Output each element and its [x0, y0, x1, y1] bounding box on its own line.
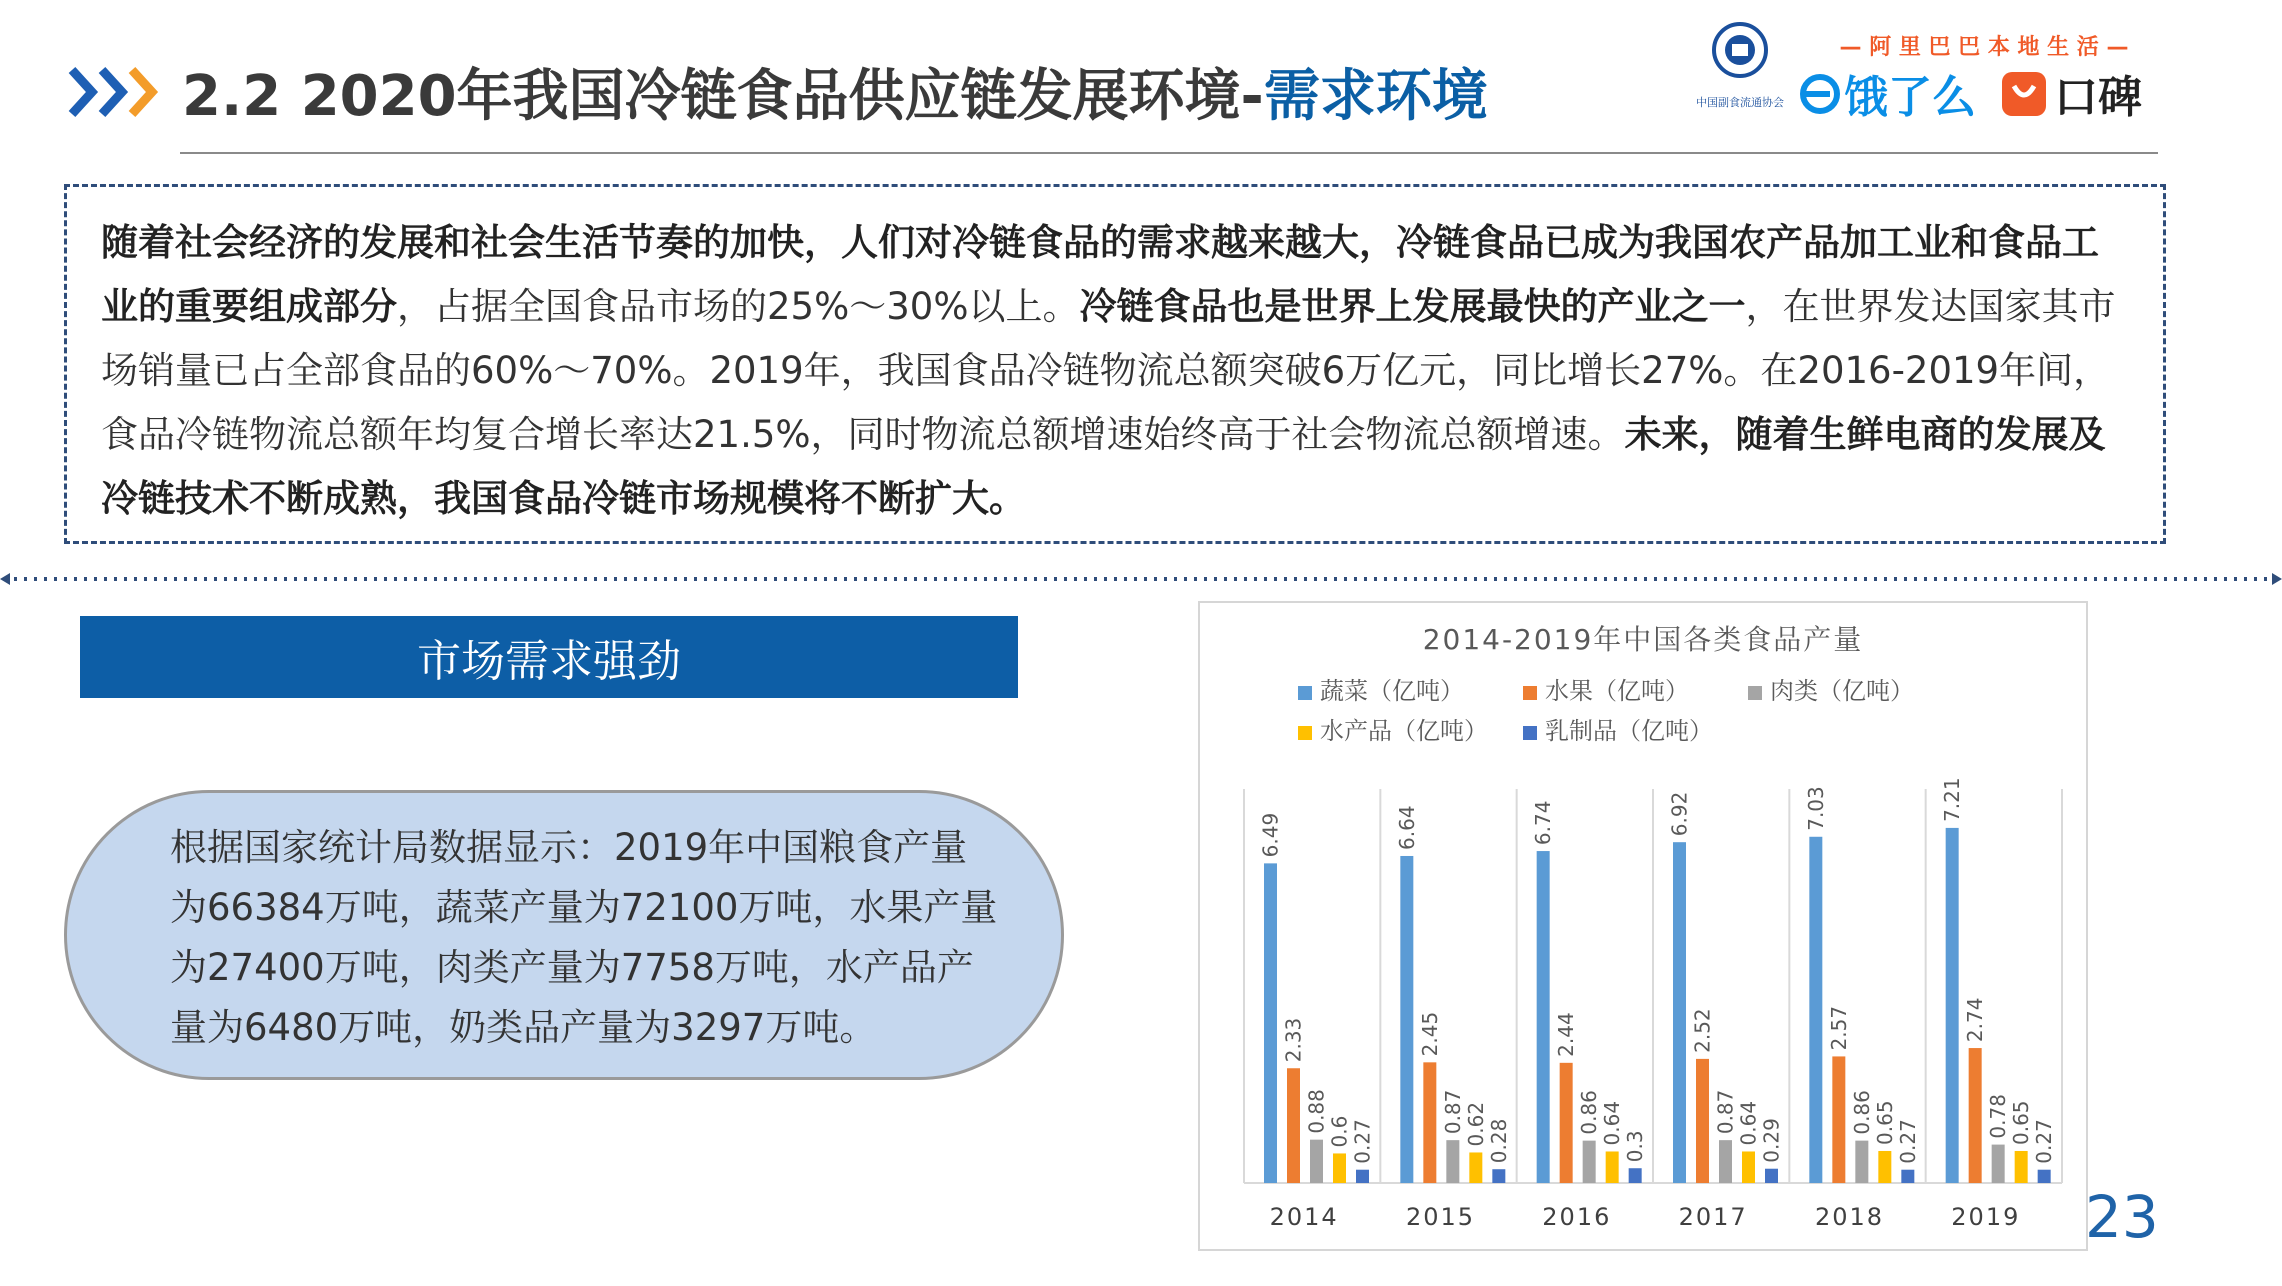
bar-2015-1: [1423, 1062, 1436, 1183]
koubei-logo-icon: [2002, 72, 2046, 116]
bar-2017-3: [1742, 1151, 1755, 1183]
section-header: 市场需求强劲: [80, 616, 1018, 698]
intro-text-2: ，在世界发达国家其市场销量已占全部食品的60%～70%。2019年，我国食品冷链物流总额突破6万亿元，同比增长27%。在2016-2019年间，食品冷链物流总额年均复合增长率达21.5%，同时物流总额增速始终高于社会物流总额增速。: [101, 285, 2116, 456]
bar-2018-2: [1855, 1141, 1868, 1183]
chevrons-icon: [68, 62, 160, 122]
legend-label-1: 水果（亿吨）: [1545, 677, 1689, 705]
data-label-2019-3: 0.65: [2009, 1100, 2034, 1145]
eleme-label: 饿了么: [1844, 72, 1976, 120]
intro-text-1: ，占据全国食品市场的25%～30%以上。: [397, 285, 1080, 328]
data-label-2014-3: 0.6: [1327, 1115, 1352, 1148]
chart-legend: [1298, 677, 1914, 745]
page-number: 23: [2085, 1183, 2159, 1251]
bar-2014-1: [1287, 1068, 1300, 1183]
data-label-2014-0: 6.49: [1258, 812, 1283, 858]
chart-data-labels: [1259, 777, 2057, 1163]
data-label-2015-4: 0.28: [1486, 1118, 1511, 1164]
stat-text: 根据国家统计局数据显示：2019年中国粮食产量为66384万吨，蔬菜产量为72100万吨，水果产量为27400万吨，肉类产量为7758万吨，水产品产量为6480万吨，奶类品产量为3297万吨。: [170, 826, 998, 1049]
x-tick-2014: 2014: [1269, 1203, 1339, 1231]
data-label-2017-3: 0.64: [1736, 1100, 1761, 1146]
data-label-2014-4: 0.27: [1350, 1119, 1375, 1164]
x-tick-2017: 2017: [1678, 1203, 1748, 1231]
data-label-2017-0: 6.92: [1667, 791, 1692, 837]
legend-swatch-2: [1748, 686, 1762, 700]
dotted-divider: [0, 570, 2282, 588]
legend-label-3: 水产品（亿吨）: [1320, 717, 1488, 745]
bar-2019-4: [2038, 1170, 2051, 1183]
data-label-2017-4: 0.29: [1759, 1118, 1784, 1163]
title-row: [68, 52, 1488, 132]
partner-logos: [1692, 20, 2162, 120]
data-label-2019-1: 2.74: [1963, 997, 1988, 1043]
bar-2019-1: [1969, 1048, 1982, 1183]
legend-swatch-1: [1523, 686, 1537, 700]
bar-2016-4: [1629, 1168, 1642, 1183]
bar-2015-4: [1492, 1169, 1505, 1183]
bar-2018-1: [1832, 1056, 1845, 1183]
eleme-logo-icon: [1803, 77, 1837, 111]
association-name: 中国副食流通协会: [1696, 96, 1784, 109]
legend-swatch-4: [1523, 726, 1537, 740]
bar-2017-2: [1719, 1140, 1732, 1183]
data-label-2018-4: 0.27: [1895, 1119, 1920, 1164]
chart-title: 2014-2019年中国各类食品产量: [1422, 623, 1864, 656]
bar-2016-2: [1583, 1141, 1596, 1183]
bar-2017-4: [1765, 1169, 1778, 1183]
legend-swatch-3: [1298, 726, 1312, 740]
intro-bold-1: 随着社会经济的发展和社会生活节奏的加快，人们对冷链食品的需求越来越大，冷链食品已成为我国农产品加工业和食品工业的重要组成部分: [101, 221, 2099, 328]
bar-2015-2: [1446, 1140, 1459, 1183]
legend-label-2: 肉类（亿吨）: [1770, 677, 1914, 705]
data-label-2019-2: 0.78: [1986, 1094, 2011, 1139]
chart-frame: [1198, 601, 2088, 1251]
data-label-2016-4: 0.3: [1623, 1130, 1648, 1163]
x-tick-2018: 2018: [1814, 1203, 1885, 1231]
intro-box: [64, 184, 2166, 544]
title-highlight: 需求环境: [1263, 64, 1488, 129]
legend-label-0: 蔬菜（亿吨）: [1320, 677, 1464, 705]
data-label-2017-2: 0.87: [1713, 1089, 1738, 1135]
title-underline: [180, 152, 2158, 154]
data-label-2017-1: 2.52: [1690, 1008, 1715, 1053]
chart-x-ticks: [1270, 1203, 2021, 1231]
data-label-2016-0: 6.74: [1531, 800, 1556, 846]
data-label-2018-2: 0.86: [1849, 1090, 1874, 1135]
bar-2015-0: [1400, 856, 1413, 1183]
bar-2018-4: [1901, 1170, 1914, 1183]
association-logo-icon: [1714, 24, 1766, 76]
intro-bold-2: 冷链食品也是世界上发展最快的产业之一: [1079, 285, 1746, 328]
x-tick-2016: 2016: [1542, 1203, 1612, 1231]
data-label-2014-1: 2.33: [1281, 1017, 1306, 1063]
food-production-chart: [1200, 603, 2086, 1249]
data-label-2015-1: 2.45: [1417, 1011, 1442, 1057]
data-label-2018-1: 2.57: [1826, 1005, 1851, 1051]
bar-2014-4: [1356, 1170, 1369, 1183]
x-tick-2015: 2015: [1405, 1203, 1476, 1231]
bar-2019-0: [1946, 828, 1959, 1183]
title-prefix: 2.2 2020年我国冷链食品供应链发展环境-: [182, 64, 1264, 129]
bar-2018-3: [1878, 1151, 1891, 1183]
data-label-2016-3: 0.64: [1600, 1100, 1625, 1146]
chart-bars: [1264, 828, 2051, 1183]
bar-2016-1: [1560, 1063, 1573, 1183]
bar-2017-0: [1673, 842, 1686, 1183]
data-label-2019-4: 0.27: [2032, 1119, 2057, 1164]
bar-2016-0: [1537, 851, 1550, 1183]
legend-swatch-0: [1298, 686, 1312, 700]
data-label-2018-3: 0.65: [1872, 1100, 1897, 1145]
koubei-label: 口碑: [2054, 72, 2142, 120]
bar-2015-3: [1469, 1152, 1482, 1183]
data-label-2015-3: 0.62: [1463, 1101, 1488, 1147]
data-label-2019-0: 7.21: [1940, 777, 1965, 822]
bar-2018-0: [1809, 837, 1822, 1183]
bar-2016-3: [1606, 1151, 1619, 1183]
page-title: [182, 52, 1488, 132]
data-label-2018-0: 7.03: [1803, 786, 1828, 831]
data-label-2016-2: 0.86: [1577, 1090, 1602, 1135]
data-label-2014-2: 0.88: [1304, 1089, 1329, 1134]
bar-2014-3: [1333, 1153, 1346, 1183]
data-label-2016-1: 2.44: [1554, 1012, 1579, 1057]
intro-bold-3: 未来，随着生鲜电商的发展及冷链技术不断成熟，我国食品冷链市场规模将不断扩大。: [101, 413, 2106, 520]
bar-2014-0: [1264, 863, 1277, 1183]
alibaba-tagline: — 阿 里 巴 巴 本 地 生 活 —: [1839, 35, 2129, 60]
bar-2019-3: [2015, 1151, 2028, 1183]
data-label-2015-0: 6.64: [1394, 805, 1419, 850]
x-tick-2019: 2019: [1951, 1203, 2021, 1231]
bar-2017-1: [1696, 1059, 1709, 1183]
data-label-2015-2: 0.87: [1440, 1089, 1465, 1135]
bar-2019-2: [1992, 1145, 2005, 1183]
legend-label-4: 乳制品（亿吨）: [1545, 717, 1713, 745]
bar-2014-2: [1310, 1140, 1323, 1183]
